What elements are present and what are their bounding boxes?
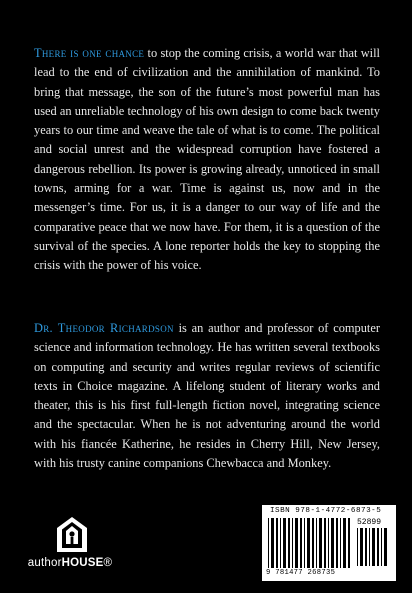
blurb-lead: There is one chance — [34, 46, 145, 60]
price-code: 52899 — [357, 518, 382, 527]
barcode-box — [262, 505, 396, 581]
ean-barcode — [268, 518, 354, 568]
publisher-logo — [40, 514, 104, 584]
publisher-name-part1: author — [27, 557, 62, 569]
authorhouse-logo-icon — [52, 514, 92, 554]
publisher-name — [20, 557, 120, 569]
blurb-text: to stop the coming crisis, a world war that will lead to the end of civilization and the annihilation of mankind. To bring that message, the son of the future’s most powerful man has used an unreliable technology of his own design to come back twenty years to our time and weave the tale of what is to come. The political and social unrest and the widespread corruption have fostered a dangerous rebellion. Its power is growing already, unnoticed in small towns, arming for a war. Time is against us, now and in the messenger’s time. For us, it is a danger to our way of life and the comparative peace that we now have. For them, it is a question of the survival of the species. A lone reporter holds the key to stopping the crisis with the power of his voice. — [34, 46, 380, 273]
price-barcode — [357, 528, 389, 566]
back-cover-blurb — [34, 44, 380, 276]
registered-mark: ® — [103, 557, 113, 569]
isbn-number: ISBN 978-1-4772-6873-5 — [270, 507, 382, 515]
author-name: Dr. Theodor Richardson — [34, 321, 174, 335]
bio-text: is an author and professor of computer science and information technology. He has written several textbooks on computing and security and writes regular reviews of scientific texts in Choice magazine. A lifelong student of literary works and theater, this is his first full-length fiction novel, integrating science and the spectacular. When he is not adventuring around the world with his fiancée Katherine, he resides in Cherry Hill, New Jersey, with his trusty canine companions Chewbacca and Monkey. — [34, 321, 380, 471]
author-bio — [34, 319, 380, 473]
barcode-digits: 9 781477 268735 — [266, 569, 336, 577]
publisher-name-part2: HOUSE — [61, 557, 104, 569]
